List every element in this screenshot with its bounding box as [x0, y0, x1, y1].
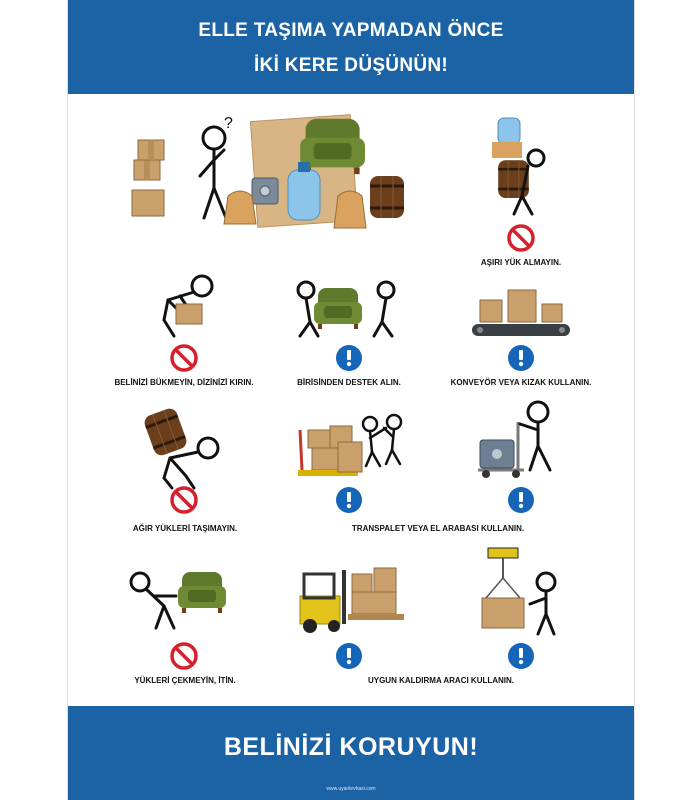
footer-band — [68, 706, 634, 800]
safety-poster — [67, 0, 635, 800]
caption-bend-knees: BELİNİZİ BÜKMEYİN, DİZİNİZİ KIRIN. — [114, 378, 254, 387]
hero-scene — [132, 115, 404, 228]
mandatory-icon — [336, 345, 362, 371]
header-title-line1: ELLE TAŞIMA YAPMADAN ÖNCE — [198, 20, 504, 41]
caption-push: YÜKLERİ ÇEKMEYİN, İTİN. — [134, 676, 236, 685]
caption-conveyor: KONVEYÖR VEYA KIZAK KULLANIN. — [450, 378, 592, 387]
crane-scene — [482, 548, 555, 669]
hand-truck-scene — [478, 402, 550, 513]
conveyor-scene — [472, 290, 570, 371]
mandatory-icon — [336, 643, 362, 669]
mandatory-icon — [508, 643, 534, 669]
caption-overload: AŞIRI YÜK ALMAYIN. — [480, 258, 562, 267]
footer-website: www.uyarilevhasi.com — [326, 786, 376, 792]
push-load-scene — [131, 572, 226, 668]
forklift-scene — [300, 568, 404, 669]
prohibition-icon — [172, 644, 196, 668]
pallet-jack-scene — [298, 415, 401, 513]
prohibition-icon — [172, 488, 196, 512]
footer-slogan: BELİNİZİ KORUYUN! — [223, 733, 479, 761]
thinking-person-icon — [200, 127, 226, 218]
caption-lifting-tool: UYGUN KALDIRMA ARACI KULLANIN. — [367, 676, 515, 685]
bend-knees-scene — [164, 276, 212, 370]
caption-pallet-jack: TRANSPALET VEYA EL ARABASI KULLANIN. — [351, 524, 525, 533]
prohibition-icon — [172, 346, 196, 370]
header-title-line2: İKİ KERE DÜŞÜNÜN! — [253, 55, 449, 76]
caption-heavy: AĞIR YÜKLERİ TAŞIMAYIN. — [132, 524, 238, 533]
mandatory-icon — [508, 345, 534, 371]
prohibition-icon — [509, 226, 533, 250]
svg-text:?: ? — [224, 115, 233, 132]
caption-get-help: BİRİSİNDEN DESTEK ALIN. — [297, 378, 401, 387]
mandatory-icon — [508, 487, 534, 513]
mandatory-icon — [336, 487, 362, 513]
get-help-scene — [298, 282, 394, 371]
overload-scene — [492, 118, 544, 250]
heavy-load-scene — [142, 406, 218, 512]
